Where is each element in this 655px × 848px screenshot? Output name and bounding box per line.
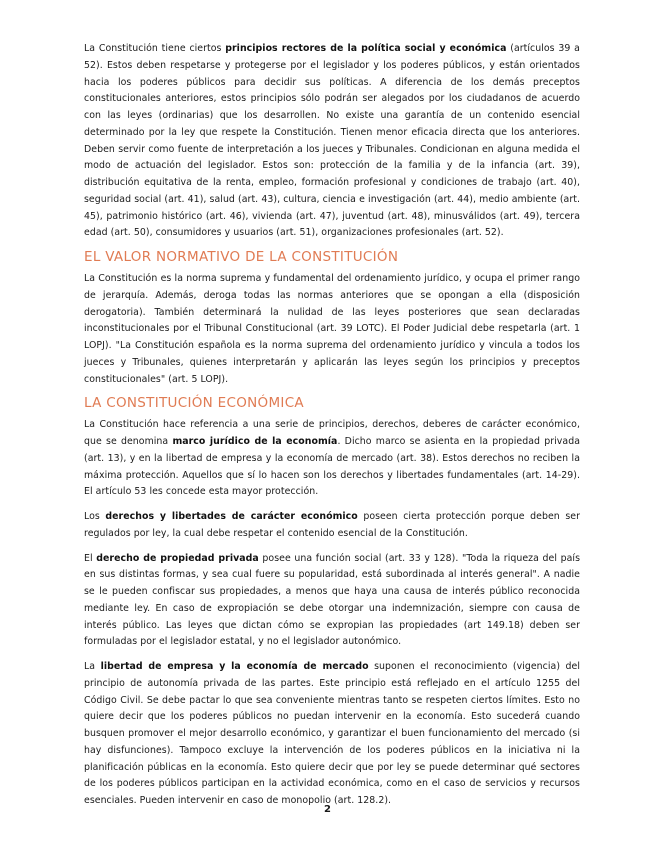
section-heading-constitucion-economica: LA CONSTITUCIÓN ECONÓMICA [84,395,304,412]
page-number: 2 [324,804,331,815]
bold-term: libertad de empresa y la economía de mercado [100,661,369,672]
paragraph-libertad-empresa: La libertad de empresa y la economía de mercado suponen el reconocimiento (vigencia) del principio de autonomía privada de las partes. Este principio está reflejado en el artículo 1255 del Código Civil. Se debe pactar lo que sea conveniente mientras tanto se respeten ciertos límites. Esto no quiere decir que los poderes públicos no puedan intervenir en la economía. Esto sucederá cuando busquen promover el mejor desarrollo económico, y garantizar el buen funcionamiento del mercado (si hay disfunciones). Tampoco excluye la intervención de los poderes públicos en la iniciativa ni la planificación públicas en la economía. Esto quiere decir que por ley se puede determinar qué sectores de los poderes públicos participan en la actividad económica, como en el caso de servicios y recursos esenciales. Pueden intervenir en caso de monopolio (art. 128.2). [84,661,581,806]
section-heading-valor-normativo: EL VALOR NORMATIVO DE LA CONSTITUCIÓN [84,249,399,265]
bold-term: derechos y libertades de carácter económico [105,511,358,522]
bold-term: derecho de propiedad privada [96,552,259,564]
bold-term: principios rectores de la política social y económica [225,43,507,54]
paragraph-principios-rectores: La Constitución tiene ciertos principios rectores de la política social y económica (artículos 39 a 52). Estos deben respetarse y protegerse por el legislador y los poderes públicos, y están orientados hacia los poderes públicos para decidir sus políticas. A diferencia de los demás preceptos constitucionales anteriores, estos principios sólo podrán ser alegados por los ciudadanos de acuerdo con las leyes (ordinarias) que los desarrollen. No existe una garantía de un contenido esencial determinado por la ley que respete la Constitución. Tienen menor eficacia directa que los anteriores. Deben servir como fuente de interpretación a los jueces y Tribunales. Condicionan en alguna medida el modo de actuación del legislador. Estos son: protección de la familia y de la infancia (art. 39), distribución equitativa de la renta, empleo, formación profesional y condiciones de trabajo (art. 40), seguridad social (art. 41), salud (art. 43), cultura, ciencia e investigación (art. 44), medio ambiente (art. 45), patrimonio histórico (art. 46), vivienda (art. 47), juventud (art. 48), minusválidos (art. 49), tercera edad (art. 50), consumidores y usuarios (art. 51), organizaciones profesionales (art. 52). [84,43,580,239]
paragraph-valor-normativo: La Constitución es la norma suprema y fundamental del ordenamiento jurídico, y ocupa el primer rango de jerarquía. Además, deroga todas las normas anteriores que se opongan a ella (disposición derogatoria). También determinará la nulidad de las leyes posteriores que sean declaradas inconstitucionales por el Tribunal Constitucional (art. 39 LOTC). El Poder Judicial debe respetarla (art. 1 LOPJ). "La Constitución española es la norma suprema del ordenamiento jurídico y vincula a todos los jueces y Tribunales, quienes interpretarán y aplicarán las leyes según los principios y preceptos constitucionales" (art. 5 LOPJ). [84,273,580,385]
bold-term: marco jurídico de la economía [172,436,338,447]
paragraph-marco-juridico: La Constitución hace referencia a una serie de principios, derechos, deberes de carácter económico, que se denomina marco jurídico de la economía. Dicho marco se asienta en la propiedad privada (art. 13), y en la libertad de empresa y la economía de mercado (art. 38). Estos derechos no reciben la máxima protección. Aquellos que sí lo hacen son los derechos y libertades fundamentales (art. 14-29). El artículo 53 les concede esta mayor protección. [84,419,580,498]
paragraph-propiedad-privada: El derecho de propiedad privada posee una función social (art. 33 y 128). "Toda la riqueza del país en sus distintas formas, y sea cual fuere su popularidad, está subordinada al interés general". A nadie se le pueden confiscar sus propiedades, a menos que haya una causa de interés público reconocida mediante ley. En caso de expropiación se debe otorgar una indemnización, siempre con causa de interés público. Las leyes que dictan cómo se expropian las propiedades (art 149.18) deben ser formuladas por el legislador estatal, y no el legislador autonómico. [84,552,581,648]
paragraph-derechos-economicos: Los derechos y libertades de carácter económico poseen cierta protección porque deben ser regulados por ley, la cual debe respetar el contenido esencial de la Constitución. [84,511,580,539]
